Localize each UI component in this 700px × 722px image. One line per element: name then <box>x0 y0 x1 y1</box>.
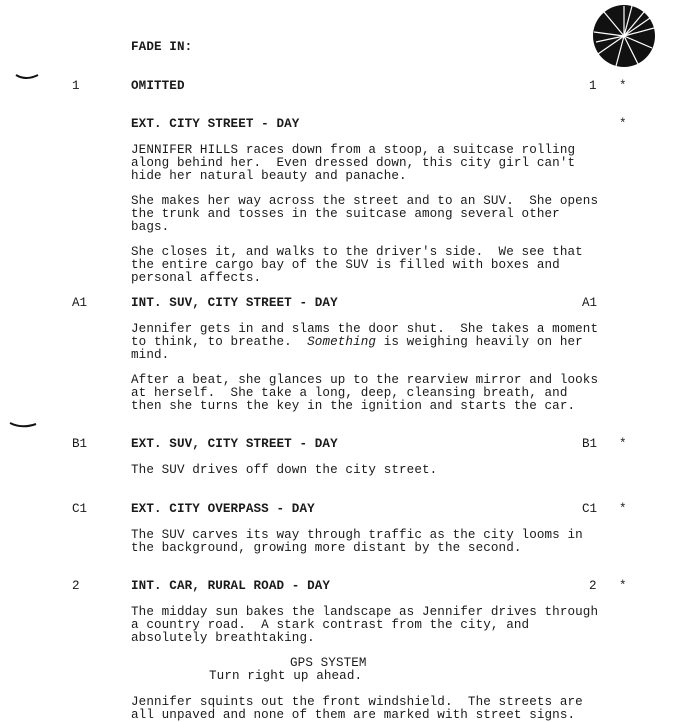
action-line: JENNIFER HILLS races down from a stoop, a suitcase rolling <box>131 143 576 157</box>
transition-fade-in: FADE IN: <box>131 40 193 54</box>
action-line: bags. <box>131 220 170 234</box>
character-name: GPS SYSTEM <box>290 656 367 670</box>
action-line: absolutely breathtaking. <box>131 631 315 645</box>
action-line: After a beat, she glances up to the rearview mirror and looks <box>131 373 599 387</box>
action-line: Jennifer gets in and slams the door shut. She takes a moment <box>131 322 599 336</box>
action-line: at herself. She take a long, deep, cleansing breath, and <box>131 386 568 400</box>
scene-number-right: A1 <box>582 296 598 310</box>
scene-number-right: 2 <box>589 579 597 593</box>
action-line <box>131 336 583 349</box>
revision-mark: * <box>619 79 627 93</box>
revision-mark: * <box>619 579 627 593</box>
scene-heading: OMITTED <box>131 79 185 93</box>
action-line: Jennifer squints out the front windshield. The streets are <box>131 695 583 709</box>
action-line: She makes her way across the street and to an SUV. She opens <box>131 194 599 208</box>
scene-heading: EXT. SUV, CITY STREET - DAY <box>131 437 338 451</box>
dialogue-line: Turn right up ahead. <box>209 669 363 683</box>
action-line: The SUV carves its way through traffic as the city looms in <box>131 528 583 542</box>
revision-mark: * <box>619 502 627 516</box>
margin-mark-icon <box>14 72 40 82</box>
action-line: the entire cargo bay of the SUV is filled with boxes and <box>131 258 560 272</box>
action-line: the trunk and tosses in the suitcase among several other <box>131 207 560 221</box>
action-line: personal affects. <box>131 271 262 285</box>
scene-number-right: C1 <box>582 502 598 516</box>
action-line: The SUV drives off down the city street. <box>131 463 438 477</box>
action-line: along behind her. Even dressed down, this city girl can't <box>131 156 576 170</box>
scene-heading: INT. SUV, CITY STREET - DAY <box>131 296 338 310</box>
scene-heading: EXT. CITY OVERPASS - DAY <box>131 502 315 516</box>
action-line: the background, growing more distant by the second. <box>131 541 522 555</box>
scene-number-right: 1 <box>589 79 597 93</box>
action-text: is weighing heavily on her <box>376 335 583 349</box>
revision-mark: * <box>619 437 627 451</box>
action-line: a country road. A stark contrast from the city, and <box>131 618 530 632</box>
scene-number-left: C1 <box>72 502 88 516</box>
revision-mark: * <box>619 117 627 131</box>
margin-mark-icon <box>8 420 38 430</box>
scene-heading: EXT. CITY STREET - DAY <box>131 117 300 131</box>
action-line: all unpaved and none of them are marked with street signs. <box>131 708 576 722</box>
scene-number-left: 2 <box>72 579 80 593</box>
scene-heading: INT. CAR, RURAL ROAD - DAY <box>131 579 331 593</box>
action-line: hide her natural beauty and panache. <box>131 169 407 183</box>
scene-number-left: 1 <box>72 79 80 93</box>
action-line: then she turns the key in the ignition and starts the car. <box>131 399 576 413</box>
binding-hole-icon <box>592 4 656 68</box>
action-text: to think, to breathe. <box>131 335 308 349</box>
emphasis-text: Something <box>307 335 377 349</box>
scene-number-right: B1 <box>582 437 598 451</box>
action-line: The midday sun bakes the landscape as Jennifer drives through <box>131 605 599 619</box>
scene-number-left: A1 <box>72 296 88 310</box>
action-line: She closes it, and walks to the driver's side. We see that <box>131 245 583 259</box>
action-line: mind. <box>131 348 170 362</box>
scene-number-left: B1 <box>72 437 88 451</box>
